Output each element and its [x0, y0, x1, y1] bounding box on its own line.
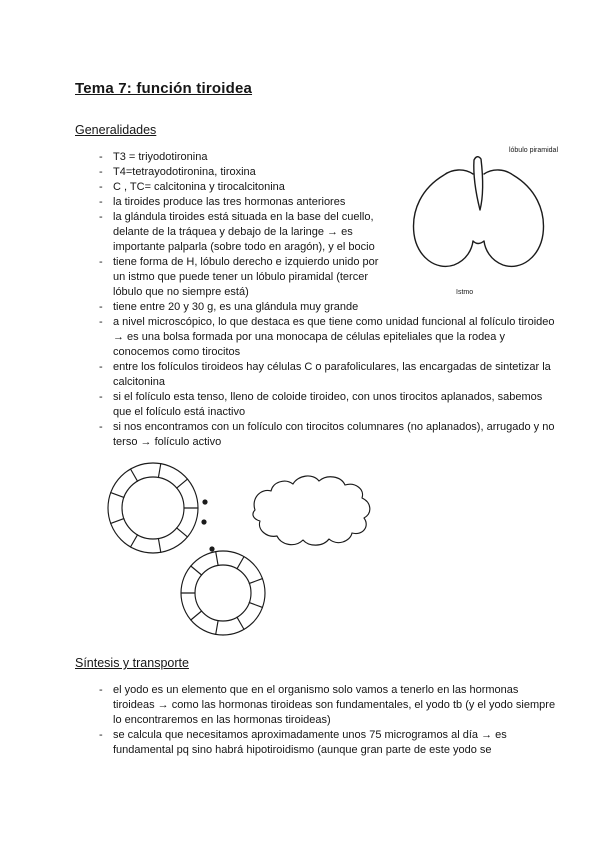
bullet-item: - entre los folículos tiroideos hay células C o parafoliculares, las encargadas de sintetizar la calcitonina — [97, 360, 560, 390]
sintesis-list — [75, 683, 560, 758]
heading-generalidades: Generalidades — [75, 123, 157, 137]
bullet-item: - la tiroides produce las tres hormonas anteriores — [97, 195, 560, 210]
bullet-item: - tiene entre 20 y 30 g, es una glándula muy grande — [97, 300, 560, 315]
bullet-item: - se calcula que necesitamos aproximadamente unos 75 microgramos al día → es fundamental pq sino habrá hipotiroidismo (aunque gran parte de este yodo se — [97, 728, 560, 758]
bullet-item: - tiene forma de H, lóbulo derecho e izquierdo unido por un istmo que puede tener un lóbulo piramidal (tercer lóbulo que no siempre está) — [97, 255, 560, 300]
label-isthmus: Istmo — [456, 289, 474, 296]
bullet-item: - T4=tetrayodotironina, tiroxina — [97, 165, 560, 180]
section-sintesis-transporte — [75, 656, 560, 758]
page-title: Tema 7: función tiroidea — [75, 80, 253, 97]
bullet-item: - C , TC= calcitonina y tirocalcitonina — [97, 180, 560, 195]
section-generalidades — [75, 123, 560, 638]
bullet-item: - a nivel microscópico, lo que destaca es que tiene como unidad funcional al folículo tiroideo → es una bolsa formada por una monocapa de células epiteliales que la rodea y conocemos como tirocitos — [97, 315, 560, 360]
label-pyramidal-lobe: lóbulo piramidal — [508, 147, 558, 154]
generalidades-body — [75, 147, 560, 450]
heading-sintesis-transporte: Síntesis y transporte — [75, 656, 189, 670]
bullet-item: - el yodo es un elemento que en el organismo solo vamos a tenerlo en las hormonas tiroideas → como las hormonas tiroideas son fundamentales, el yodo tb (y el yodo siempre lo encontraremos en las hormonas tiroideas) — [97, 683, 560, 728]
bullet-item: - si el folículo esta tenso, lleno de coloide tiroideo, con unos tirocitos aplanados, sabemos que el folículo está inactivo — [97, 390, 560, 420]
follicle-drawing — [93, 458, 413, 638]
follicle-sketch — [93, 458, 413, 638]
bullet-item: - si nos encontramos con un folículo con tirocitos columnares (no aplanados), arrugado y no terso → folículo activo — [97, 420, 560, 450]
bullet-item: - T3 = triyodotironina — [97, 150, 560, 165]
generalidades-list — [75, 150, 560, 450]
bullet-item: - la glándula tiroides está situada en la base del cuello, delante de la tráquea y debajo de la laringe → es importante palparla (sobre todo en aragón), y el bocio — [97, 210, 560, 255]
